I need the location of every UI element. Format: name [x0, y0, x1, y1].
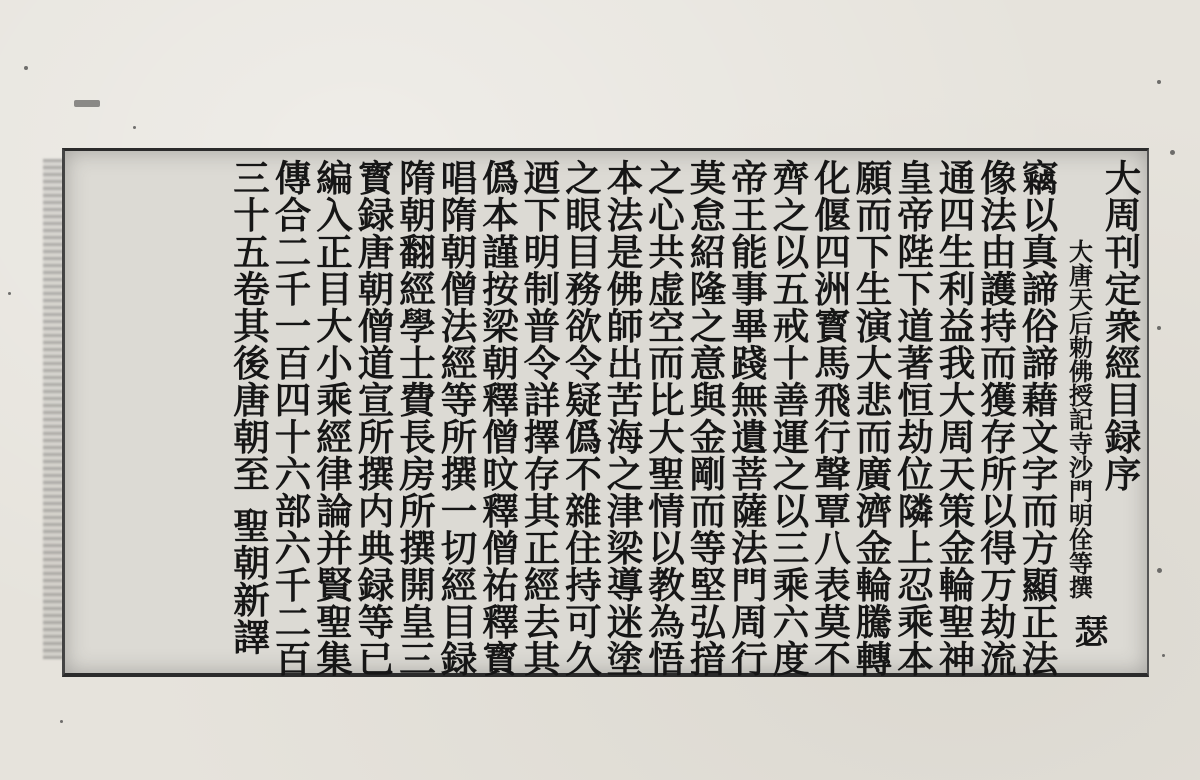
column-text: 像法由護持而獲存所以得万劫流: [974, 159, 1018, 677]
text-column: [601, 159, 644, 677]
text-column: [808, 159, 852, 677]
paper-speck: [1157, 326, 1161, 330]
text-column: [1016, 159, 1059, 677]
title-column: [1100, 159, 1142, 665]
text-column: [850, 159, 893, 677]
final-column: [228, 159, 270, 665]
column-text: 竊以真諦俗諦藉文字而方顯正法: [1016, 159, 1059, 677]
column-text-honorific: 聖朝新譯: [227, 507, 271, 655]
column-text: 唱隋朝僧法經等所撰一切經目録: [435, 159, 478, 677]
text-column: [518, 159, 561, 677]
column-text: 迺下明制普令詳擇存其正經去其: [518, 159, 561, 677]
column-text: 隋朝翻經學士費長房所撰開皇三: [393, 159, 437, 677]
paper-speck: [1157, 568, 1162, 573]
column-text: 傳合二千一百四十六部六千二百: [269, 159, 312, 677]
column-text: 皇帝陛下道著恒劫位隣上忍乘本: [891, 159, 935, 677]
column-text: 編入正目大小乘經律論并賢聖集: [310, 159, 354, 677]
text-column: [933, 159, 976, 677]
column-text: 之眼目務欲令疑僞不雜住持可久: [559, 159, 603, 677]
paper-speck: [60, 720, 63, 723]
text-column: [725, 159, 769, 677]
column-text: 本法是佛師出苦海之津梁導迷塗: [601, 159, 644, 677]
text-columns: [227, 159, 1142, 677]
text-column: [559, 159, 603, 677]
paper-speck: [74, 100, 100, 107]
text-column: [269, 159, 312, 677]
text-column: [393, 159, 437, 677]
column-text: 齊之以五戒十善運之以三乘六度: [767, 159, 810, 677]
text-column: [476, 159, 520, 677]
column-text: 寳録唐朝僧道宣所撰内典録等已: [352, 159, 395, 677]
paper-speck: [24, 66, 28, 70]
paper-speck: [1157, 80, 1161, 84]
column-text: 通四生利益我大周天策金輪聖神: [933, 159, 976, 677]
text-column: [352, 159, 395, 677]
text-column: [310, 159, 354, 677]
author-line: 大唐天后勅佛授記寺沙門明佺等撰: [1064, 239, 1094, 599]
text-column: [974, 159, 1018, 677]
column-text: 帝王能事畢踐無遺菩薩法門周行: [725, 159, 769, 677]
paper-speck: [1162, 654, 1165, 657]
paper-speck: [133, 126, 136, 129]
column-text: 三十五卷其後唐朝至: [227, 159, 271, 492]
paper-speck: [1170, 150, 1175, 155]
column-text: 僞本謹按梁朝釋僧旼釋僧祐釋寳: [476, 159, 520, 677]
text-column: [684, 159, 727, 677]
column-text: 願而下生演大悲而廣濟金輪騰轉: [850, 159, 893, 677]
text-column: [891, 159, 935, 677]
column-text: 之心共虚空而比大聖情以教為悟: [642, 159, 686, 677]
text-column: [642, 159, 686, 677]
column-text: 化偃四洲寳馬飛行聲覃八表莫不: [808, 159, 852, 677]
paper-speck: [8, 292, 11, 295]
column-text: 莫怠紹隆之意與金剛而等堅弘揞: [684, 159, 727, 677]
mark-character: 瑟: [1068, 614, 1108, 648]
text-column: [435, 159, 478, 677]
woodblock-print: [62, 148, 1149, 677]
document-title: 大周刊定衆經目録序: [1099, 159, 1142, 492]
author-column: [1058, 159, 1108, 665]
text-column: [767, 159, 810, 677]
